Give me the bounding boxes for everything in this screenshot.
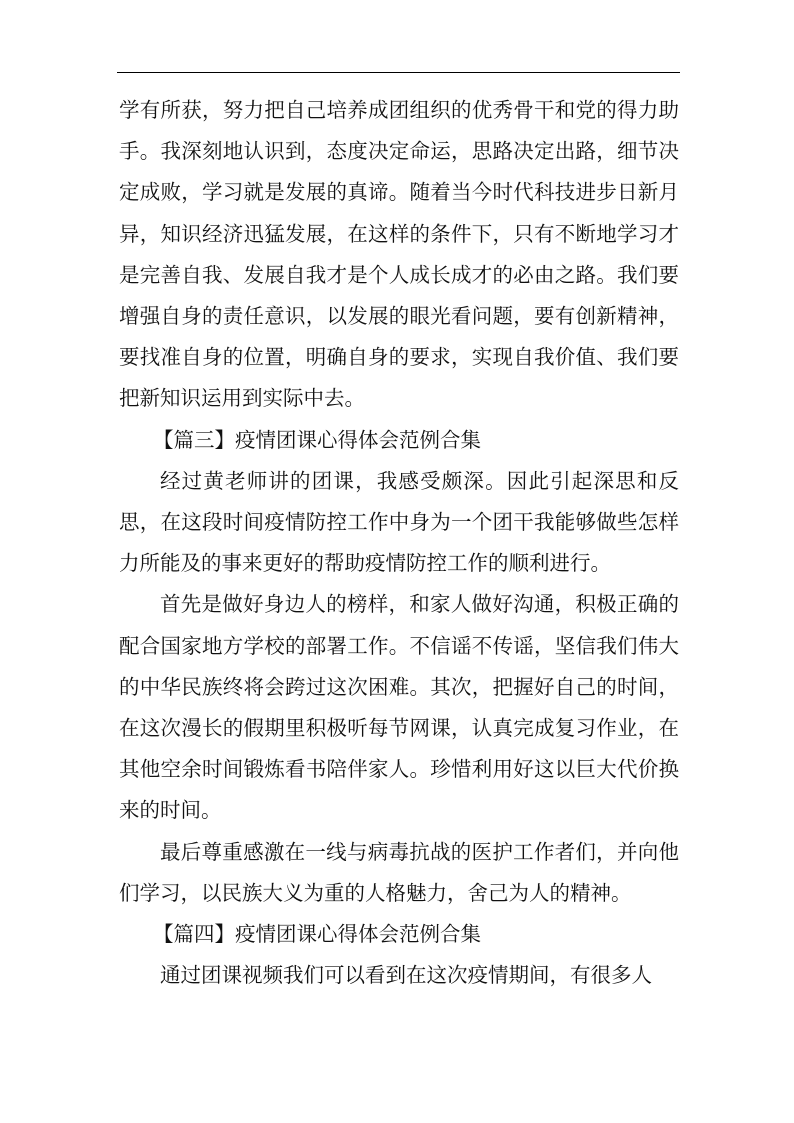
paragraph: 最后尊重感激在一线与病毒抗战的医护工作者们，并向他们学习，以民族大义为重的人格魅力，舍己为人的精神。 — [119, 839, 679, 905]
document-body — [119, 90, 679, 996]
paragraph-continued: 学有所获，努力把自己培养成团组织的优秀骨干和党的得力助手。我深刻地认识到，态度决定命运，思路决定出路，细节决定成败，学习就是发展的真谛。随着当今时代科技进步日新月异，知识经济迅猛发展，在这样的条件下，只有不断地学习才是完善自我、发展自我才是个人成长成才的必由之路。我们要增强自身的责任意识，以发展的眼光看问题，要有创新精神，要找准自身的位置，明确自身的要求，实现自我价值、我们要把新知识运用到实际中去。 — [119, 98, 679, 411]
section-heading-4: 【篇四】疫情团课心得体会范例合集 — [153, 922, 481, 947]
paragraph: 经过黄老师讲的团课，我感受颇深。因此引起深思和反思，在这段时间疫情防控工作中身为一个团干我能够做些怎样力所能及的事来更好的帮助疫情防控工作的顺利进行。 — [119, 468, 679, 576]
paragraph: 首先是做好身边人的榜样，和家人做好沟通，积极正确的配合国家地方学校的部署工作。不信谣不传谣，坚信我们伟大的中华民族终将会跨过这次困难。其次，把握好自己的时间，在这次漫长的假期里积极听每节网课，认真完成复习作业，在其他空余时间锻炼看书陪伴家人。珍惜利用好这以巨大代价换来的时间。 — [119, 592, 679, 823]
section-heading-3: 【篇三】疫情团课心得体会范例合集 — [153, 427, 481, 452]
header-rule — [117, 72, 680, 73]
paragraph: 通过团课视频我们可以看到在这次疫情期间，有很多人 — [160, 963, 652, 988]
